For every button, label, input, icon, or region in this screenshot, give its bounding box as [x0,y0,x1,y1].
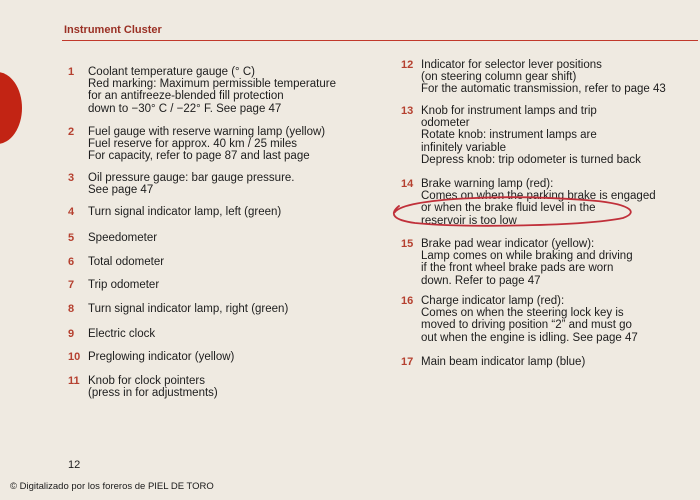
item-line: Main beam indicator lamp (blue) [421,356,586,368]
item-line: Knob for clock pointers [88,375,205,387]
item-number: 13 [401,105,414,117]
item-line: For capacity, refer to page 87 and last page [88,150,310,163]
item-line: Turn signal indicator lamp, left (green) [88,206,282,218]
item-number: 15 [401,238,414,250]
item-description [88,172,294,196]
item-number: 1 [68,66,75,78]
item-line: if the front wheel brake pads are worn [421,262,614,275]
item-number: 17 [401,356,414,368]
item-number: 4 [68,206,75,218]
item-description [88,126,325,163]
item-line: Rotate knob: instrument lamps are [421,129,597,142]
item-line: down. Refer to page 47 [421,274,541,287]
item-number: 5 [68,232,75,244]
item-number: 8 [68,303,75,315]
item-line: out when the engine is idling. See page 47 [421,331,638,344]
item-description [88,328,155,340]
item-line: Turn signal indicator lamp, right (green) [88,303,289,315]
item-line: Red marking: Maximum permissible temperature [88,78,336,91]
item-line: Oil pressure gauge: bar gauge pressure. [88,172,295,184]
item-description [88,279,159,291]
item-description [88,232,157,244]
item-line: Comes on when the parking brake is engaged [421,190,656,203]
item-number: 12 [401,59,414,71]
item-line: or when the brake fluid level in the [421,202,596,215]
item-line: Total odometer [88,256,165,268]
item-description [88,303,288,315]
item-description [421,238,633,287]
item-line: Brake pad wear indicator (yellow): [421,238,595,250]
item-number: 11 [68,375,80,387]
item-number: 10 [68,351,81,363]
item-line: Comes on when the steering lock key is [421,307,624,320]
item-line: See page 47 [88,184,154,197]
item-line: infinitely variable [421,141,507,154]
item-description [88,66,336,115]
item-number: 3 [68,172,75,184]
item-line: Fuel gauge with reserve warning lamp (yellow) [88,126,326,138]
item-line: Fuel reserve for approx. 40 km / 25 miles [88,138,297,151]
digitization-credit: © Digitalizado por los foreros de PIEL DE TORO [10,481,214,492]
item-line: for an antifreeze-blended fill protection [88,90,284,103]
item-description [88,256,164,268]
page-number: 12 [68,459,81,471]
item-line: Coolant temperature gauge (° C) [88,66,255,78]
item-line: reservoir is too low [421,214,517,227]
item-number: 16 [401,295,414,307]
section-tab-marker [0,72,22,144]
item-description [88,351,234,363]
item-line: Charge indicator lamp (red): [421,295,565,307]
item-number: 14 [401,178,414,190]
item-line: Knob for instrument lamps and trip [421,105,597,117]
item-description [421,105,641,166]
item-line: Speedometer [88,232,158,244]
item-line: (on steering column gear shift) [421,71,577,84]
item-line: Depress knob: trip odometer is turned back [421,153,641,166]
item-number: 2 [68,126,75,138]
item-description [421,295,638,344]
item-description [88,375,218,399]
item-line: Preglowing indicator (yellow) [88,351,235,363]
item-number: 7 [68,279,75,291]
item-number: 9 [68,328,75,340]
item-line: Brake warning lamp (red): [421,178,554,190]
item-line: moved to driving position “2” and must go [421,319,632,332]
item-line: Lamp comes on while braking and driving [421,250,633,263]
item-line: down to −30° C / −22° F. See page 47 [88,102,282,115]
item-line: odometer [421,117,470,130]
item-line: Trip odometer [88,279,160,291]
item-line: Electric clock [88,328,156,340]
section-title: Instrument Cluster [64,24,162,36]
handwritten-circle-annotation [385,190,645,230]
item-description [421,59,666,96]
item-description [421,356,585,368]
item-line: Indicator for selector lever positions [421,59,602,71]
header-divider [62,40,698,41]
item-number: 6 [68,256,75,268]
item-line: For the automatic transmission, refer to page 43 [421,83,666,96]
item-line: (press in for adjustments) [88,387,218,400]
item-description [88,206,281,218]
